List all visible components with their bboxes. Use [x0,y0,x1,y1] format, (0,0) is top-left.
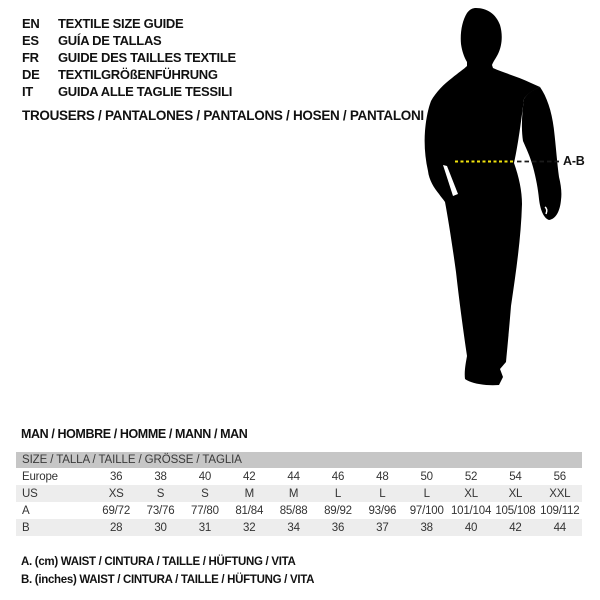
silhouette-right-arm-path [522,87,561,220]
category-title: TROUSERS / PANTALONES / PANTALONS / HOSEN / PANTALONI [22,108,424,123]
language-code: FR [22,50,39,65]
size-cell: 54 [509,470,522,483]
note-waist-cm: A. (cm) WAIST / CINTURA / TAILLE / HÜFTUNG / VITA [21,556,296,568]
table-row-b-inches [16,519,582,536]
size-cell: 42 [509,521,522,534]
size-cell: XL [464,487,478,500]
table-row-a-cm [16,502,582,519]
size-cell: 97/100 [409,504,444,517]
language-label: TEXTILGRÖßENFÜHRUNG [58,67,218,82]
size-cell: S [156,487,165,500]
size-cell: 28 [109,521,123,534]
language-code: DE [22,67,40,82]
language-code: IT [22,84,33,99]
size-cell: 81/84 [235,504,264,517]
size-cell: 44 [553,521,566,534]
size-cell: 44 [287,470,300,483]
size-cell: 42 [243,470,256,483]
size-cell: 46 [331,470,345,483]
size-cell: M [288,487,299,500]
row-label: Europe [22,470,58,483]
language-label: TEXTILE SIZE GUIDE [58,16,184,31]
measurement-label-ab: A-B [563,154,585,168]
size-cell: 31 [198,521,212,534]
language-code: ES [22,33,39,48]
size-cell: 48 [376,470,389,483]
size-cell: 73/76 [146,504,175,517]
measurement-notes [21,553,314,589]
size-cell: 37 [376,521,389,534]
table-row-europe [16,468,582,485]
size-cell: 32 [243,521,256,534]
size-cell: 93/96 [368,504,397,517]
size-cell: 56 [553,470,566,483]
size-cell: 50 [420,470,433,483]
language-label: GUIDA ALLE TAGLIE TESSILI [58,84,233,99]
size-cell: 77/80 [191,504,219,517]
row-label: US [22,487,38,500]
row-label: B [22,521,30,534]
size-cell: 69/72 [102,504,131,517]
size-cell: L [334,487,342,500]
size-cell: 109/112 [540,504,580,517]
size-cell: 38 [154,470,167,483]
size-cell: 38 [420,521,433,534]
size-cell: 30 [154,521,167,534]
table-row-us [16,485,582,502]
size-table-header-row [16,452,582,468]
size-table [16,452,582,536]
size-cell: 105/108 [495,504,536,517]
size-cell: S [201,487,209,500]
note-waist-inches: B. (inches) WAIST / CINTURA / TAILLE / HÜFTUNG / VITA [21,574,315,586]
size-cell: 101/104 [450,504,492,517]
size-cell: XS [108,487,124,500]
gender-title: MAN / HOMBRE / HOMME / MANN / MAN [21,427,248,441]
size-table-header: SIZE / TALLA / TAILLE / GRÖSSE / TAGLIA [22,454,242,466]
size-cell: L [423,487,430,500]
language-label: GUIDE DES TAILLES TEXTILE [58,50,236,65]
language-code: EN [22,16,40,31]
size-cell: 52 [464,470,478,483]
size-cell: L [379,487,386,500]
row-label: A [22,504,30,517]
size-cell: 40 [198,470,212,483]
size-cell: 36 [109,470,123,483]
size-cell: 34 [287,521,300,534]
silhouette-body-path [425,8,540,385]
size-cell: 85/88 [279,504,308,517]
size-cell: 36 [331,521,345,534]
size-cell: 89/92 [324,504,352,517]
language-label: GUÍA DE TALLAS [58,33,162,48]
size-cell: 40 [464,521,478,534]
size-cell: XL [508,487,523,500]
size-cell: XXL [549,487,571,500]
size-cell: M [244,487,254,500]
